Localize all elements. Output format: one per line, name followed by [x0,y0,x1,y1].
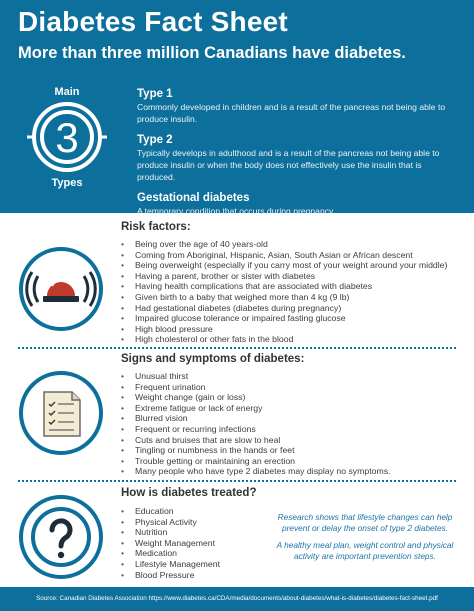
source-footer: Source: Canadian Diabetes Association https://www.diabetes.ca/CDA/media/documents/about-diabetes/what-is-diabetes/diabetes-fact-sheet.pdf [0,587,474,611]
list-item: • Weight Management [121,538,220,549]
list-item: • Cuts and bruises that are slow to heal [121,435,390,446]
list-item: • Many people who have type 2 diabetes may display no symptoms. [121,466,390,477]
list-item: • Unusual thirst [121,371,390,382]
gestational-block [137,191,455,217]
list-item: • Blurred vision [121,413,390,424]
list-item: • Trouble getting or maintaining an erection [121,456,390,467]
section-divider [18,480,456,482]
three-types-badge [22,86,112,192]
list-item: • Being over the age of 40 years-old [121,239,447,250]
list-item: • High cholesterol or other fats in the blood [121,334,447,345]
symptoms-title: Signs and symptoms of diabetes: [121,353,305,365]
list-item: • Coming from Aboriginal, Hispanic, Asian, South Asian or African descent [121,250,447,261]
risk-list [121,239,447,345]
section-divider [18,347,456,349]
list-item: • Frequent or recurring infections [121,424,390,435]
badge-top-label: Main [54,86,80,98]
gestational-desc: A temporary condition that occurs during pregnancy. [137,206,336,216]
list-item: • Medication [121,548,220,559]
treatment-title: How is diabetes treated? [121,487,257,499]
list-item: • Nutrition [121,527,220,538]
list-item: • Being overweight (especially if you carry most of your weight around your middle) [121,260,447,271]
list-item: • Given birth to a baby that weighed more than 4 kg (9 lb) [121,292,447,303]
type-1-name: Type 1 [137,88,173,100]
list-item: • Tingling or numbness in the hands or feet [121,445,390,456]
badge-number: 3 [55,114,79,161]
diabetes-types-list [137,87,455,223]
badge-bottom-label: Types [51,177,83,189]
note-research: Research shows that lifestyle changes can help prevent or delay the onset of type 2 diabetes. [277,512,453,533]
list-item: • Weight change (gain or loss) [121,392,390,403]
list-item: • Extreme fatigue or lack of energy [121,403,390,414]
symptoms-list [121,371,390,477]
page-title: Diabetes Fact Sheet [18,6,288,37]
type-2-desc: Typically develops in adulthood and is a result of the pancreas not being able to produce insulin or when the body does not effectively use the insulin that is produced. [137,148,440,182]
alarm-siren-icon [18,246,104,332]
gestational-name: Gestational diabetes [137,192,250,204]
list-item: • Having a parent, brother or sister with diabetes [121,271,447,282]
list-item: • Frequent urination [121,382,390,393]
list-item: • Impaired glucose tolerance or impaired fasting glucose [121,313,447,324]
checklist-document-icon [18,370,104,456]
type-2-name: Type 2 [137,134,173,146]
page-subtitle: More than three million Canadians have diabetes. [18,44,406,62]
list-item: • Physical Activity [121,517,220,528]
list-item: • Lifestyle Management [121,559,220,570]
list-item: • Blood Pressure [121,570,220,581]
type-2-block [137,133,455,183]
list-item: • Having health complications that are associated with diabetes [121,281,447,292]
prevention-notes [268,512,462,568]
list-item: • High blood pressure [121,324,447,335]
list-item: • Education [121,506,220,517]
badge-circle-icon [22,96,112,178]
list-item: • Had gestational diabetes (diabetes during pregnancy) [121,303,447,314]
question-mark-icon [18,494,104,580]
type-1-desc: Commonly developed in children and is a result of the pancreas not being able to produce insulin. [137,102,446,124]
risk-title: Risk factors: [121,221,191,233]
note-meal-plan: A healthy meal plan, weight control and physical activity are important prevention steps. [276,540,454,561]
header-band [0,0,474,216]
treatment-list [121,506,220,580]
type-1-block [137,87,455,125]
